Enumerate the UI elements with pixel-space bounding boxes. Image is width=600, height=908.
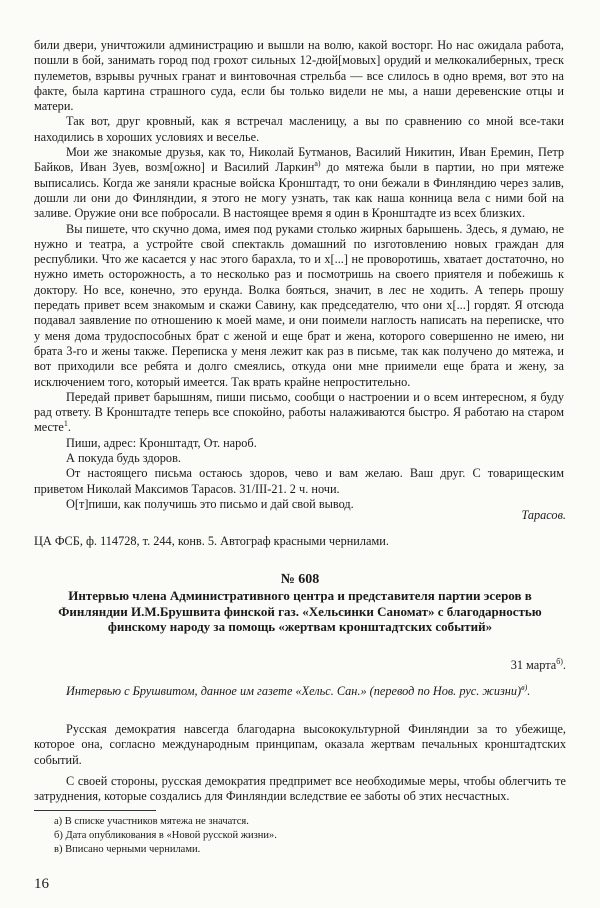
letter-paragraph-start: Мои же знакомые друзья, как то, Николай Бутманов, Василий Никитин, Иван Еремин, Петр Байков, Иван Зуев, возм[ожно] и Василий Ларкин bbox=[34, 145, 564, 175]
footnote: в) Вписано черными чернилами. bbox=[54, 844, 201, 855]
letter-paragraph: От настоящего письма остаюсь здоров, чево и вам желаю. Ваш друг. С товарищеским приветом Николай Максимов Тарасов. 31/III-21. 2 ч. ночи. bbox=[34, 466, 564, 496]
letter-paragraph: А покуда будь здоров. bbox=[66, 451, 181, 466]
letter-paragraph: Так вот, друг кровный, как я встречал масленицу, а вы по сравнению со мной все-таки находились в хороших условиях и веселье. bbox=[34, 114, 564, 144]
document-title: Интервью члена Административного центра и представителя партии эсеров в Финляндии И.М.Брушвита финской газ. «Хельсинки Саномат» с благодарностью финскому народу за помощь «жертвам кронштадтских событий» bbox=[58, 588, 542, 634]
footnote-marker: в) bbox=[521, 682, 528, 692]
footnotes bbox=[54, 815, 277, 857]
footnote-marker: 1 bbox=[63, 419, 68, 429]
footnote: а) В списке участников мятежа не значатся. bbox=[54, 816, 249, 827]
date-text: 31 марта bbox=[510, 658, 557, 672]
letter-paragraph: О[т]пиши, как получишь это письмо и дай свой вывод. bbox=[66, 496, 354, 511]
letter-text bbox=[34, 38, 564, 512]
footnote: б) Дата опубликования в «Новой русской жизни». bbox=[54, 830, 277, 841]
footnote-divider bbox=[34, 810, 156, 811]
page-number: 16 bbox=[34, 876, 49, 892]
letter-paragraph: били двери, уничтожили администрацию и вышли на волю, какой восторг. Но нас ожидала работа, пошли в бой, занимать город под грохот сильных 12-дюй[мовых] орудий и мелкокалиберных, треск пулеметов, взрывы ручных гранат и винтовочная стрельба — все слилось в одно время, вот это на факте, была картина страшного суда, если бы только видели не мы, а наши деревенские отцы и матери. bbox=[34, 38, 564, 114]
document-number: № 608 bbox=[280, 572, 320, 587]
letter-paragraph: Вы пишете, что скучно дома, имея под руками столько жирных барышень. Здесь, я думаю, не нужно и театра, а устройте свой спектакль домашний по изготовлению новых граждан для республики. Что же касается у нас этого барахла, то и х[...] не проворотишь, хватает достаточно, но нужно иметь осторожность, а то несколько раз и посмотришь на своего приятеля и побежишь к доктору. Но все, конечно, это ерунда. Волка бояться, значит, в лес не ходить. А теперь прошу передать привет всем знакомым и скажи Савину, как председателю, что они х[...] гордят. Я отсюда подавал заявление по отношению к моей маме, и они поимели наглость написать на переписке, что у меня дома трудоспособных брат с женой и еще брат и жена, которого совершенно не имею, ни брата 3-го и жены также. Переписка у меня лежит как раз в письме, так как получено до мятежа, и вот приходили все ребята и долго смеялись, откуда они мне приимели еще брата и жену, за исключением того, который имеется. Так врать крайне непростительно. bbox=[34, 221, 564, 389]
archive-reference: ЦА ФСБ, ф. 114728, т. 244, конв. 5. Автограф красными чернилами. bbox=[34, 534, 389, 548]
footnote-marker: а) bbox=[314, 159, 321, 169]
document-date: 31 марта$^{б)}$. bbox=[510, 656, 566, 672]
intro-text: Интервью с Брушвитом, данное им газете «Хельс. Сан.» (перевод по Нов. рус. жизни) bbox=[66, 684, 522, 698]
letter-paragraph bbox=[34, 145, 564, 221]
interview-paragraph: Русская демократия навсегда благодарна высококультурной Финляндии за то убежище, которое она, согласно международным принципам, оказала жертвам печальных кронштадтских событий. bbox=[34, 722, 566, 767]
letter-paragraph: Передай привет барышням, пиши письмо, сообщи о настроении и о всем интересном, я буду рад ответу. В Кронштадте теперь все спокойно, работы налаживаются быстро. Я работаю на старом месте$^1$. bbox=[34, 389, 564, 435]
interview-text bbox=[34, 722, 566, 804]
signature: Тарасов. bbox=[521, 508, 566, 522]
letter-paragraph-start: Передай привет барышням, пиши письмо, сообщи о настроении и о всем интересном, я буду рад ответу. В Кронштадте теперь все спокойно, работы налаживаются быстро. Я работаю на старом месте bbox=[34, 389, 564, 435]
letter-paragraph: Пиши, адрес: Кронштадт, От. нароб. bbox=[66, 435, 257, 450]
footnote-marker: б) bbox=[556, 656, 563, 666]
document-intro: Интервью с Брушвитом, данное им газете «Хельс. Сан.» (перевод по Нов. рус. жизни)$^{в)}$. bbox=[66, 682, 531, 698]
interview-paragraph: С своей стороны, русская демократия предпримет все необходимые меры, чтобы облегчить те затруднения, которые создались для Финляндии вследствие ее заботы об этих несчастных. bbox=[34, 773, 566, 804]
letter-paragraph-rest: до мятежа были в партии, но при мятеже выписались. Когда же заняли красные войска Кронштадт, то они бежали в Финляндию через залив, дошли ли они до Финляндии, я этого не могу узнать, так как наша конница вела с ними бой на заливе. Оружие они все побросали. В настоящее время я один в Кронштадте из всех близких. bbox=[34, 160, 565, 221]
